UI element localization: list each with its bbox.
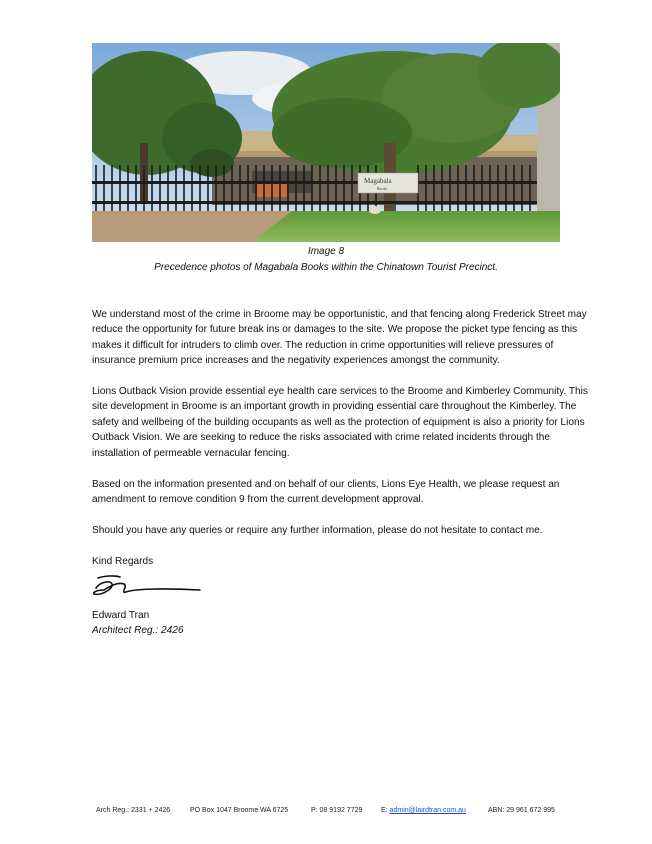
email-link[interactable]: admin@lairdtran.com.au	[389, 807, 466, 814]
signatory-title: Architect Reg.: 2426	[92, 625, 184, 636]
footer-email	[381, 807, 466, 814]
sign-text: Magabala	[364, 177, 392, 185]
signatory-name: Edward Tran	[92, 610, 150, 621]
sign-subtext: Books	[377, 186, 388, 191]
footer-arch-reg: Arch Reg.: 2331 + 2426	[96, 807, 171, 814]
paragraph-request: Based on the information presented and on behalf of our clients, Lions Eye Health, we please request an amendment to remove condition 9 from the current development approval.	[92, 479, 560, 506]
paragraph-lions-outback: Lions Outback Vision provide essential eye health care services to the Broome and Kimberley Community. This site development in Broome is an important growth in providing essential care throughout the Kimberley. The safety and wellbeing of the building occupants as well as the protection of equipment is also a priority for Lions Outback Vision. We are seeking to reduce the risks associated with crime related incidents through the installation of permeable vernacular fencing.	[92, 386, 588, 459]
footer-abn: ABN: 29 961 672 995	[488, 807, 555, 814]
signature	[90, 572, 202, 602]
caption-title: Image 8	[307, 246, 345, 257]
footer-po-box: PO Box 1047 Broome WA 6725	[190, 807, 289, 814]
paragraph-contact: Should you have any queries or require any further information, please do not hesitate to contact me.	[92, 525, 543, 536]
caption-text: Precedence photos of Magabala Books within the Chinatown Tourist Precinct.	[154, 262, 498, 273]
closing: Kind Regards	[92, 556, 154, 567]
precedent-photo	[92, 43, 560, 242]
paragraph-crime: We understand most of the crime in Broome may be opportunistic, and that fencing along Frederick Street may reduce the opportunity for future break ins or damages to the site. We propose the picket type fencing as this makes it difficult for intruders to climb over. The reduction in crime opportunities will relieve pressures of insurance premium price increases and the negativity experiences amongst the community.	[92, 309, 587, 367]
footer-email-label: E:	[381, 807, 388, 814]
footer-phone: P: 08 9192 7729	[311, 807, 363, 814]
